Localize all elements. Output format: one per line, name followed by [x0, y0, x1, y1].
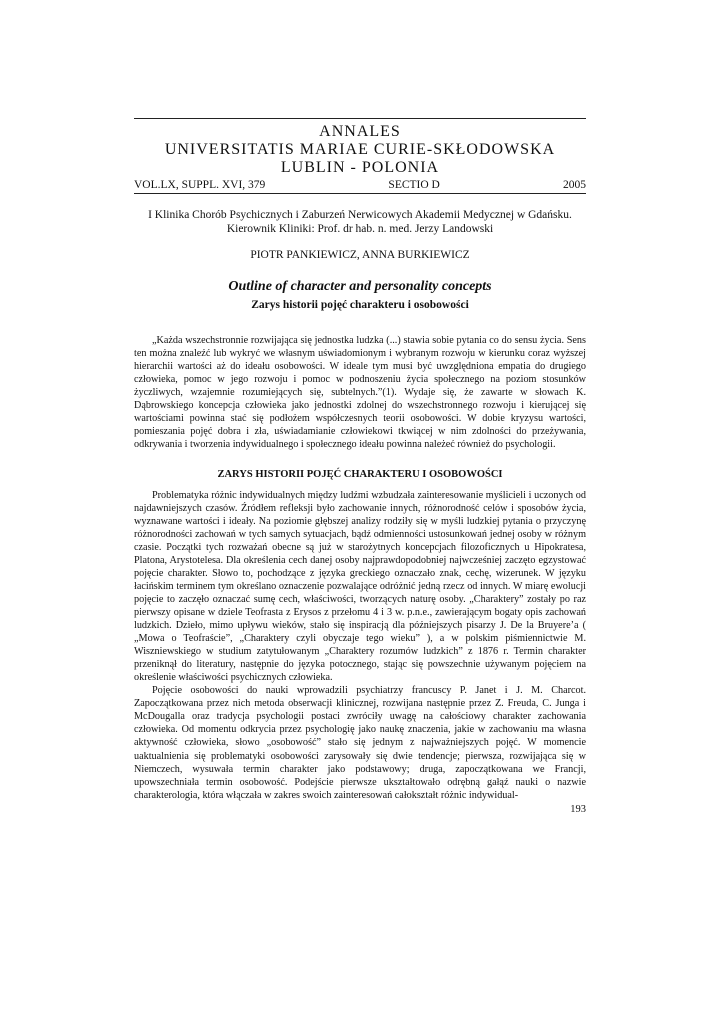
affiliation-line1: I Klinika Chorób Psychicznych i Zaburzeń Nerwicowych Akademii Medycznej w Gdańsku.: [148, 209, 572, 221]
affiliation-line2: Kierownik Kliniki: Prof. dr hab. n. med. Jerzy Landowski: [226, 223, 494, 235]
page-number: 193: [570, 803, 586, 815]
top-rule: [134, 118, 586, 119]
article-title-polish: Zarys historii pojęć charakteru i osobowości: [251, 299, 469, 311]
journal-header: [134, 123, 586, 177]
section-info: SECTIO D: [388, 179, 440, 191]
body-paragraph-1: Problematyka różnic indywidualnych między ludźmi wzbudzała zainteresowanie myślicieli i uczonych od najdawniejszych czasów. Źródłem refleksji było zachowanie innych, różnorodność celów i sposobów życia, wyznawane wartości i ideały. Na poziomie głębszej analizy rodziły się w myśli ludzkiej pytania o przyczynę różnorodności zachowań w tych samych sytuacjach, bądź odmienności ustosunkowań jednej osoby w różnym czasie. Początki tych rozważań obecne są już w starożytnych koncepcjach filozoficznych u Hipokratesa, Platona, Arystotelesa. Dla określenia cech danej osoby najprawdopodobniej najwcześniej zaczęto egzystować pojęcie charakter. Słowo to, pochodzące z języka greckiego oznaczało znak, cechę, wizerunek. W języku łacińskim terminem tym określano oznaczenie pozwalające odróżnić jedną rzecz od innych. W miarę ewolucji pojęcie to zaczęło oznaczać sumę cech, właściwości, tworzących naturę osoby. „Charaktery” zostały po raz pierwszy opisane w dziele Teofrasta z Erysos z przełomu 4 i 3 w. p.n.e., zawierającym bogaty opis zachowań ludzkich. Dzieło, mimo upływu wieków, stało się inspiracją dla późniejszych pisarzy J. De la Bruyere’a ( „Mowa o Teofraście”, „Charaktery czyli obyczaje tego wieku” ), a w polskim piśmiennictwie M. Wiszniewskiego w studium zatytułowanym „Charaktery rozumów ludzkich” z 1876 r. Termin charakter przeniknął do literatury, następnie do języka potocznego, stając się powszechnie używanym pojęciem na określenie właściwości psychicznych człowieka.: [134, 489, 586, 684]
abstract: [134, 335, 586, 452]
body-text: [134, 489, 586, 802]
journal-name-line3: LUBLIN - POLONIA: [280, 159, 440, 176]
journal-name-line1: ANNALES: [319, 123, 401, 140]
journal-name-line2: UNIVERSITATIS MARIAE CURIE-SKŁODOWSKA: [164, 141, 556, 158]
body-paragraph-2: Pojęcie osobowości do nauki wprowadzili psychiatrzy francuscy P. Janet i J. M. Charcot. Zapoczątkowana przez nich metoda obserwacji klinicznej, rozwijana następnie przez Z. Freuda, C. Junga i McDougalla oraz tradycja psychologii postaci zwróciły uwagę na całościowy charakter zachowania człowieka. Od momentu odkrycia przez psychologię jako naukę znaczenia, jakie w zachowaniu ma własna aktywność człowieka, słowo „osobowość” stało się jednym z najważniejszych pojęć. W momencie uaktualnienia się problematyki osobowości zarysowały się dwie tendencje; pierwsza, rozwijająca się w Niemczech, wysuwała termin charakter jako podstawowy; druga, zapoczątkowana we Francji, upowszechniała termin osobowość. Podejście pierwsze ukształtowało odrębną gałąź nauki o nazwie charakterologia, która włączała w zakres swoich zainteresowań całokształt różnic indywidual-: [134, 685, 586, 801]
journal-meta: [134, 178, 586, 193]
authors: PIOTR PANKIEWICZ, ANNA BURKIEWICZ: [250, 249, 470, 261]
year-info: 2005: [562, 179, 586, 191]
header-bottom-rule: [134, 193, 586, 194]
article-title-english: Outline of character and personality concepts: [228, 279, 492, 294]
abstract-text: „Każda wszechstronnie rozwijająca się jednostka ludzka (...) stawia sobie pytania co do sensu życia. Sens ten można znaleźć lub wykryć we własnym uświadomionym i wybranym rozwoju w kierunku coraz wyższej hierarchii wartości aż do ideału osobowości. W ideale tym musi być uwzględniona empatia do drugiego człowieka, pomoc w jego rozwoju i pomoc w podnoszeniu życia społecznego na poziom stosunków życzliwych, wzajemnie rozumiejących się, subtelnych.”(1). Wydaje się, że zawarte w słowach K. Dąbrowskiego koncepcja człowieka jako jednostki zdolnej do wszechstronnego rozwoju i kierującej się wartościami powinna stać się podłożem współczesnych teorii osobowości. W dobie kryzysu wartości, pomieszania pojęć dobra i zła, uświadamianie człowiekowi tkwiącej w nim zdolności do przeżywania, odkrywania i tworzenia indywidualnego i społecznego ideału powinna należeć również do psychologii.: [134, 335, 586, 450]
section-heading: ZARYS HISTORII POJĘĆ CHARAKTERU I OSOBOWOŚCI: [217, 468, 503, 480]
affiliation: [134, 208, 586, 236]
volume-info: VOL.LX, SUPPL. XVI, 379: [134, 179, 266, 191]
journal-page: [134, 118, 586, 815]
